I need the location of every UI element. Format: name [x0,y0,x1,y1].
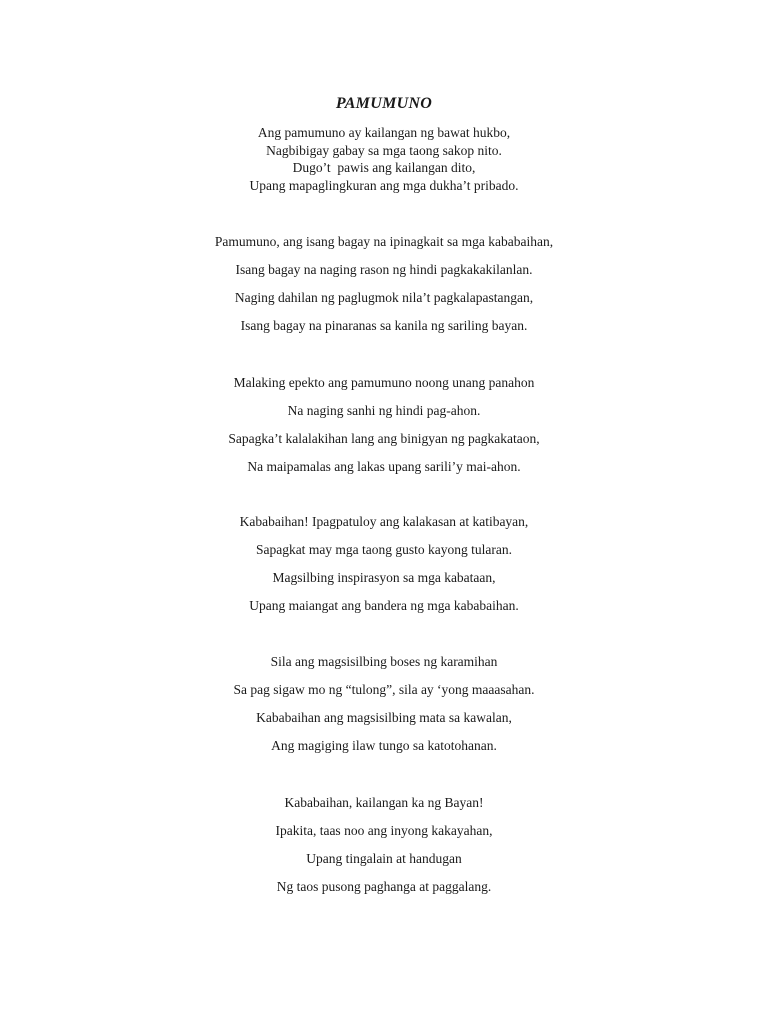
poem-line: Pamumuno, ang isang bagay na ipinagkait sa mga kababaihan, [214,234,554,249]
poem-line: Upang tingalain at handugan [306,851,462,866]
poem-line: Upang mapaglingkuran ang mga dukha’t pribado. [249,177,519,193]
poem-line: Kababaihan! Ipagpatuloy ang kalakasan at katibayan, [239,514,529,529]
poem-line: Nagbibigay gabay sa mga taong sakop nito. [266,142,502,158]
poem-line: Malaking epekto ang pamumuno noong unang panahon [233,375,535,390]
stanza-2 [0,228,768,340]
poem-line: Kababaihan ang magsisilbing mata sa kawalan, [256,710,512,725]
stanza-3 [0,369,768,481]
poem-line: Isang bagay na naging rason ng hindi pagkakakilanlan. [235,262,533,277]
poem-line: Magsilbing inspirasyon sa mga kabataan, [272,570,496,585]
poem-line: Na naging sanhi ng hindi pag-ahon. [287,403,481,418]
poem-line: Na maipamalas ang lakas upang sarili’y mai-ahon. [247,459,521,474]
poem-line: Ang pamumuno ay kailangan ng bawat hukbo, [257,125,511,140]
poem-line: Ipakita, taas noo ang inyong kakayahan, [275,823,493,838]
poem-line: Isang bagay na pinaranas sa kanila ng sariling bayan. [240,318,528,333]
poem-line: Ang magiging ilaw tungo sa katotohanan. [271,738,497,753]
stanza-1 [0,124,768,194]
poem-line: Kababaihan, kailangan ka ng Bayan! [284,795,484,810]
poem-line: Naging dahilan ng paglugmok nila’t pagkalapastangan, [234,290,534,305]
poem-line: Dugo’t pawis ang kailangan dito, [292,160,476,175]
poem-line: Sapagka’t kalalakihan lang ang binigyan ng pagkakataon, [228,431,540,446]
stanza-4 [0,508,768,620]
stanza-5 [0,648,768,760]
stanza-6 [0,789,768,901]
poem-line: Sila ang magsisilbing boses ng karamihan [270,654,498,669]
poem-line: Sapagkat may mga taong gusto kayong tularan. [255,542,513,557]
poem-line: Sa pag sigaw mo ng “tulong”, sila ay ‘yong maaasahan. [233,682,535,697]
poem-line: Upang maiangat ang bandera ng mga kababaihan. [249,598,519,613]
poem-line: Ng taos pusong paghanga at paggalang. [276,879,492,894]
poem-title: PAMUMUNO [335,95,433,112]
